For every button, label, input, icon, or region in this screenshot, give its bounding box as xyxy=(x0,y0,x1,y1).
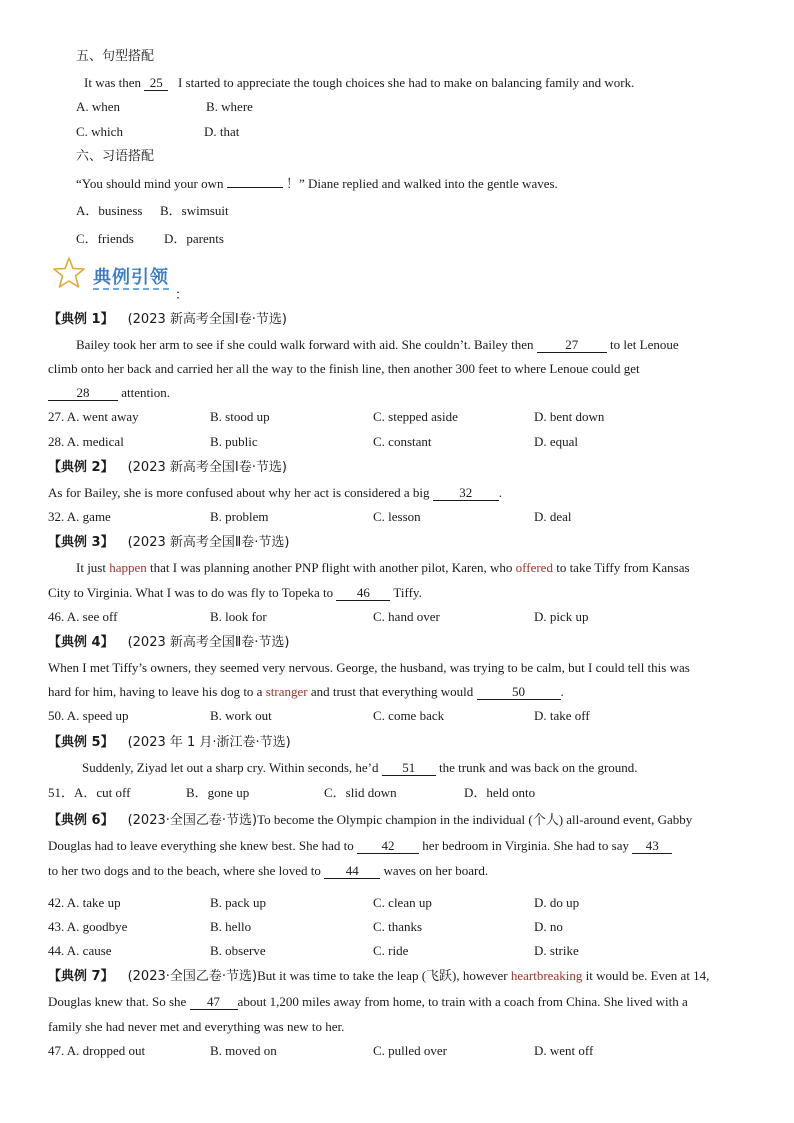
option: D. no xyxy=(534,919,563,934)
option: D．parents xyxy=(164,231,224,246)
star-outline-icon xyxy=(52,256,86,290)
option: D. take off xyxy=(534,708,590,723)
option: C. pulled over xyxy=(373,1043,448,1058)
example4-line1: When I met Tiffy’s owners, they seemed very nervous. George, the husband, was trying to be calm, but I could tell this was xyxy=(48,660,690,675)
example5-line1 xyxy=(82,759,638,777)
example3-line1 xyxy=(76,559,690,577)
option: D．held onto xyxy=(464,785,536,800)
example7-line2 xyxy=(48,993,688,1011)
q-text: “You should mind your own xyxy=(76,176,224,191)
option: C. lesson xyxy=(373,509,421,524)
example-tag: 【典例 6】 xyxy=(48,813,114,828)
option: 28. A. medical xyxy=(48,434,124,449)
q-text: Bailey took her arm to see if she could walk forward with aid. She couldn’t. Bailey then xyxy=(76,337,534,352)
example-source: (2023·全国乙卷·节选) xyxy=(127,813,258,828)
option: D. that xyxy=(204,124,240,139)
example5-header xyxy=(48,733,291,752)
q-text: attention. xyxy=(121,385,170,400)
example1-line3 xyxy=(48,384,170,402)
option: B. stood up xyxy=(210,409,270,424)
q-text: to let Lenoue xyxy=(610,337,679,352)
q-text: waves on her board. xyxy=(383,863,489,878)
option: C. come back xyxy=(373,708,445,723)
highlight-word: stranger xyxy=(265,684,308,699)
q-text: It was then xyxy=(84,75,142,90)
blank-51: 51 xyxy=(382,760,436,776)
blank xyxy=(227,187,283,188)
q-text: hard for him, having to leave his dog to a xyxy=(48,684,263,699)
example-tag: 【典例 5】 xyxy=(48,735,114,750)
q-text: . xyxy=(560,684,564,699)
blank-42: 42 xyxy=(357,838,419,854)
example1-line2: climb onto her back and carried her all the way to the finish line, then another 300 feet to where Lenoue could get xyxy=(48,361,640,376)
example-source: (2023 年 1 月·浙江卷·节选) xyxy=(127,735,291,750)
option: 46. A. see off xyxy=(48,609,118,624)
example-tag: 【典例 1】 xyxy=(48,312,114,327)
option: B. hello xyxy=(210,919,252,934)
blank-50: 50 xyxy=(477,684,561,700)
option: 43. A. goodbye xyxy=(48,919,128,934)
example6-line1 xyxy=(48,811,692,830)
option: 27. A. went away xyxy=(48,409,139,424)
option: C. ride xyxy=(373,943,409,958)
option: B．gone up xyxy=(186,785,250,800)
blank-47: 47 xyxy=(190,994,238,1010)
example1-line1 xyxy=(76,336,679,354)
example-tag: 【典例 2】 xyxy=(48,460,114,475)
option: B. moved on xyxy=(210,1043,277,1058)
option: C. thanks xyxy=(373,919,423,934)
option: B. where xyxy=(206,99,253,114)
blank-46: 46 xyxy=(336,585,390,601)
option: D. strike xyxy=(534,943,579,958)
blank-27: 27 xyxy=(537,337,607,353)
example3-line2 xyxy=(48,584,422,602)
banner-underline xyxy=(93,288,169,290)
option: B. work out xyxy=(210,708,272,723)
q-text: her bedroom in Virginia. She had to say xyxy=(422,838,630,853)
q-text: it would be. Even at 14, xyxy=(585,968,710,983)
option: D. do up xyxy=(534,895,580,910)
section5-question xyxy=(84,74,634,92)
example4-header xyxy=(48,633,289,652)
example6-line2 xyxy=(48,837,672,855)
option: 32. A. game xyxy=(48,509,111,524)
option: D. deal xyxy=(534,509,572,524)
example1-header xyxy=(48,310,287,329)
option: B．swimsuit xyxy=(160,203,229,218)
option: B. problem xyxy=(210,509,269,524)
q-text: I started to appreciate the tough choices she had to make on balancing family and work. xyxy=(178,75,635,90)
q-text: ！” Diane replied and walked into the gentle waves. xyxy=(285,176,558,191)
q-text: . xyxy=(498,485,502,500)
example-source: (2023 新高考全国Ⅰ卷·节选) xyxy=(127,312,287,327)
banner-colon: ： xyxy=(175,287,189,302)
example2-header xyxy=(48,458,287,477)
highlight-word: happen xyxy=(109,560,147,575)
q-text: It just xyxy=(76,560,106,575)
option: D. pick up xyxy=(534,609,589,624)
q-text: Suddenly, Ziyad let out a sharp cry. Within seconds, he’d xyxy=(82,760,379,775)
section6-question xyxy=(76,175,558,193)
option: A. when xyxy=(76,99,121,114)
option: C. constant xyxy=(373,434,432,449)
option: C. which xyxy=(76,124,123,139)
highlight-word: heartbreaking xyxy=(510,968,583,983)
q-text: City to Virginia. What I was to do was fly to Topeka to xyxy=(48,585,334,600)
example7-line1 xyxy=(48,967,709,986)
example-source: (2023 新高考全国Ⅱ卷·节选) xyxy=(127,635,290,650)
q-text: and trust that everything would xyxy=(310,684,474,699)
highlight-word: offered xyxy=(515,560,553,575)
option: A．business xyxy=(76,203,143,218)
option: 42. A. take up xyxy=(48,895,121,910)
option: B. public xyxy=(210,434,258,449)
q-text: that I was planning another PNP flight with another pilot, Karen, who xyxy=(150,560,513,575)
blank-32: 32 xyxy=(433,485,499,501)
q-text: Douglas had to leave everything she knew best. She had to xyxy=(48,838,354,853)
example-tag: 【典例 7】 xyxy=(48,969,114,984)
q-text: Douglas knew that. So she xyxy=(48,994,187,1009)
option: 51．A．cut off xyxy=(48,785,131,800)
option: C. stepped aside xyxy=(373,409,458,424)
q-text: about 1,200 miles away from home, to train with a coach from China. She lived with a xyxy=(237,994,688,1009)
blank-28: 28 xyxy=(48,385,118,401)
q-text: Tiffy. xyxy=(393,585,422,600)
example-source: (2023·全国乙卷·节选) xyxy=(127,969,258,984)
blank-25: 25 xyxy=(144,75,168,91)
option: 50. A. speed up xyxy=(48,708,129,723)
option: 44. A. cause xyxy=(48,943,112,958)
q-text: to take Tiffy from Kansas xyxy=(556,560,690,575)
q-text: to her two dogs and to the beach, where she loved to xyxy=(48,863,321,878)
example2-line1 xyxy=(48,484,502,502)
q-text: the trunk and was back on the ground. xyxy=(439,760,638,775)
banner-title: 典例引领 xyxy=(93,267,169,288)
option: B. look for xyxy=(210,609,267,624)
section5-heading: 五、句型搭配 xyxy=(76,49,155,64)
example6-line3 xyxy=(48,862,488,880)
option: B. pack up xyxy=(210,895,266,910)
option: D. bent down xyxy=(534,409,605,424)
q-text: As for Bailey, she is more confused about why her act is considered a big xyxy=(48,485,430,500)
blank-43: 43 xyxy=(632,838,672,854)
option: C. hand over xyxy=(373,609,440,624)
option: C. clean up xyxy=(373,895,432,910)
blank-44: 44 xyxy=(324,863,380,879)
example-tag: 【典例 4】 xyxy=(48,635,114,650)
example-tag: 【典例 3】 xyxy=(48,535,114,550)
example3-header xyxy=(48,533,289,552)
q-text: To become the Olympic champion in the individual (个人) all-around event, Gabby xyxy=(257,812,693,827)
option: B. observe xyxy=(210,943,266,958)
option: 47. A. dropped out xyxy=(48,1043,146,1058)
option: D. went off xyxy=(534,1043,594,1058)
example-source: (2023 新高考全国Ⅱ卷·节选) xyxy=(127,535,290,550)
q-text: But it was time to take the leap (飞跃), however xyxy=(257,968,508,983)
section6-heading: 六、习语搭配 xyxy=(76,149,155,164)
example7-line3: family she had never met and everything was new to her. xyxy=(48,1019,345,1034)
option: C．friends xyxy=(76,231,134,246)
option: C．slid down xyxy=(324,785,397,800)
option: D. equal xyxy=(534,434,579,449)
example-source: (2023 新高考全国Ⅰ卷·节选) xyxy=(127,460,287,475)
example4-line2 xyxy=(48,683,564,701)
